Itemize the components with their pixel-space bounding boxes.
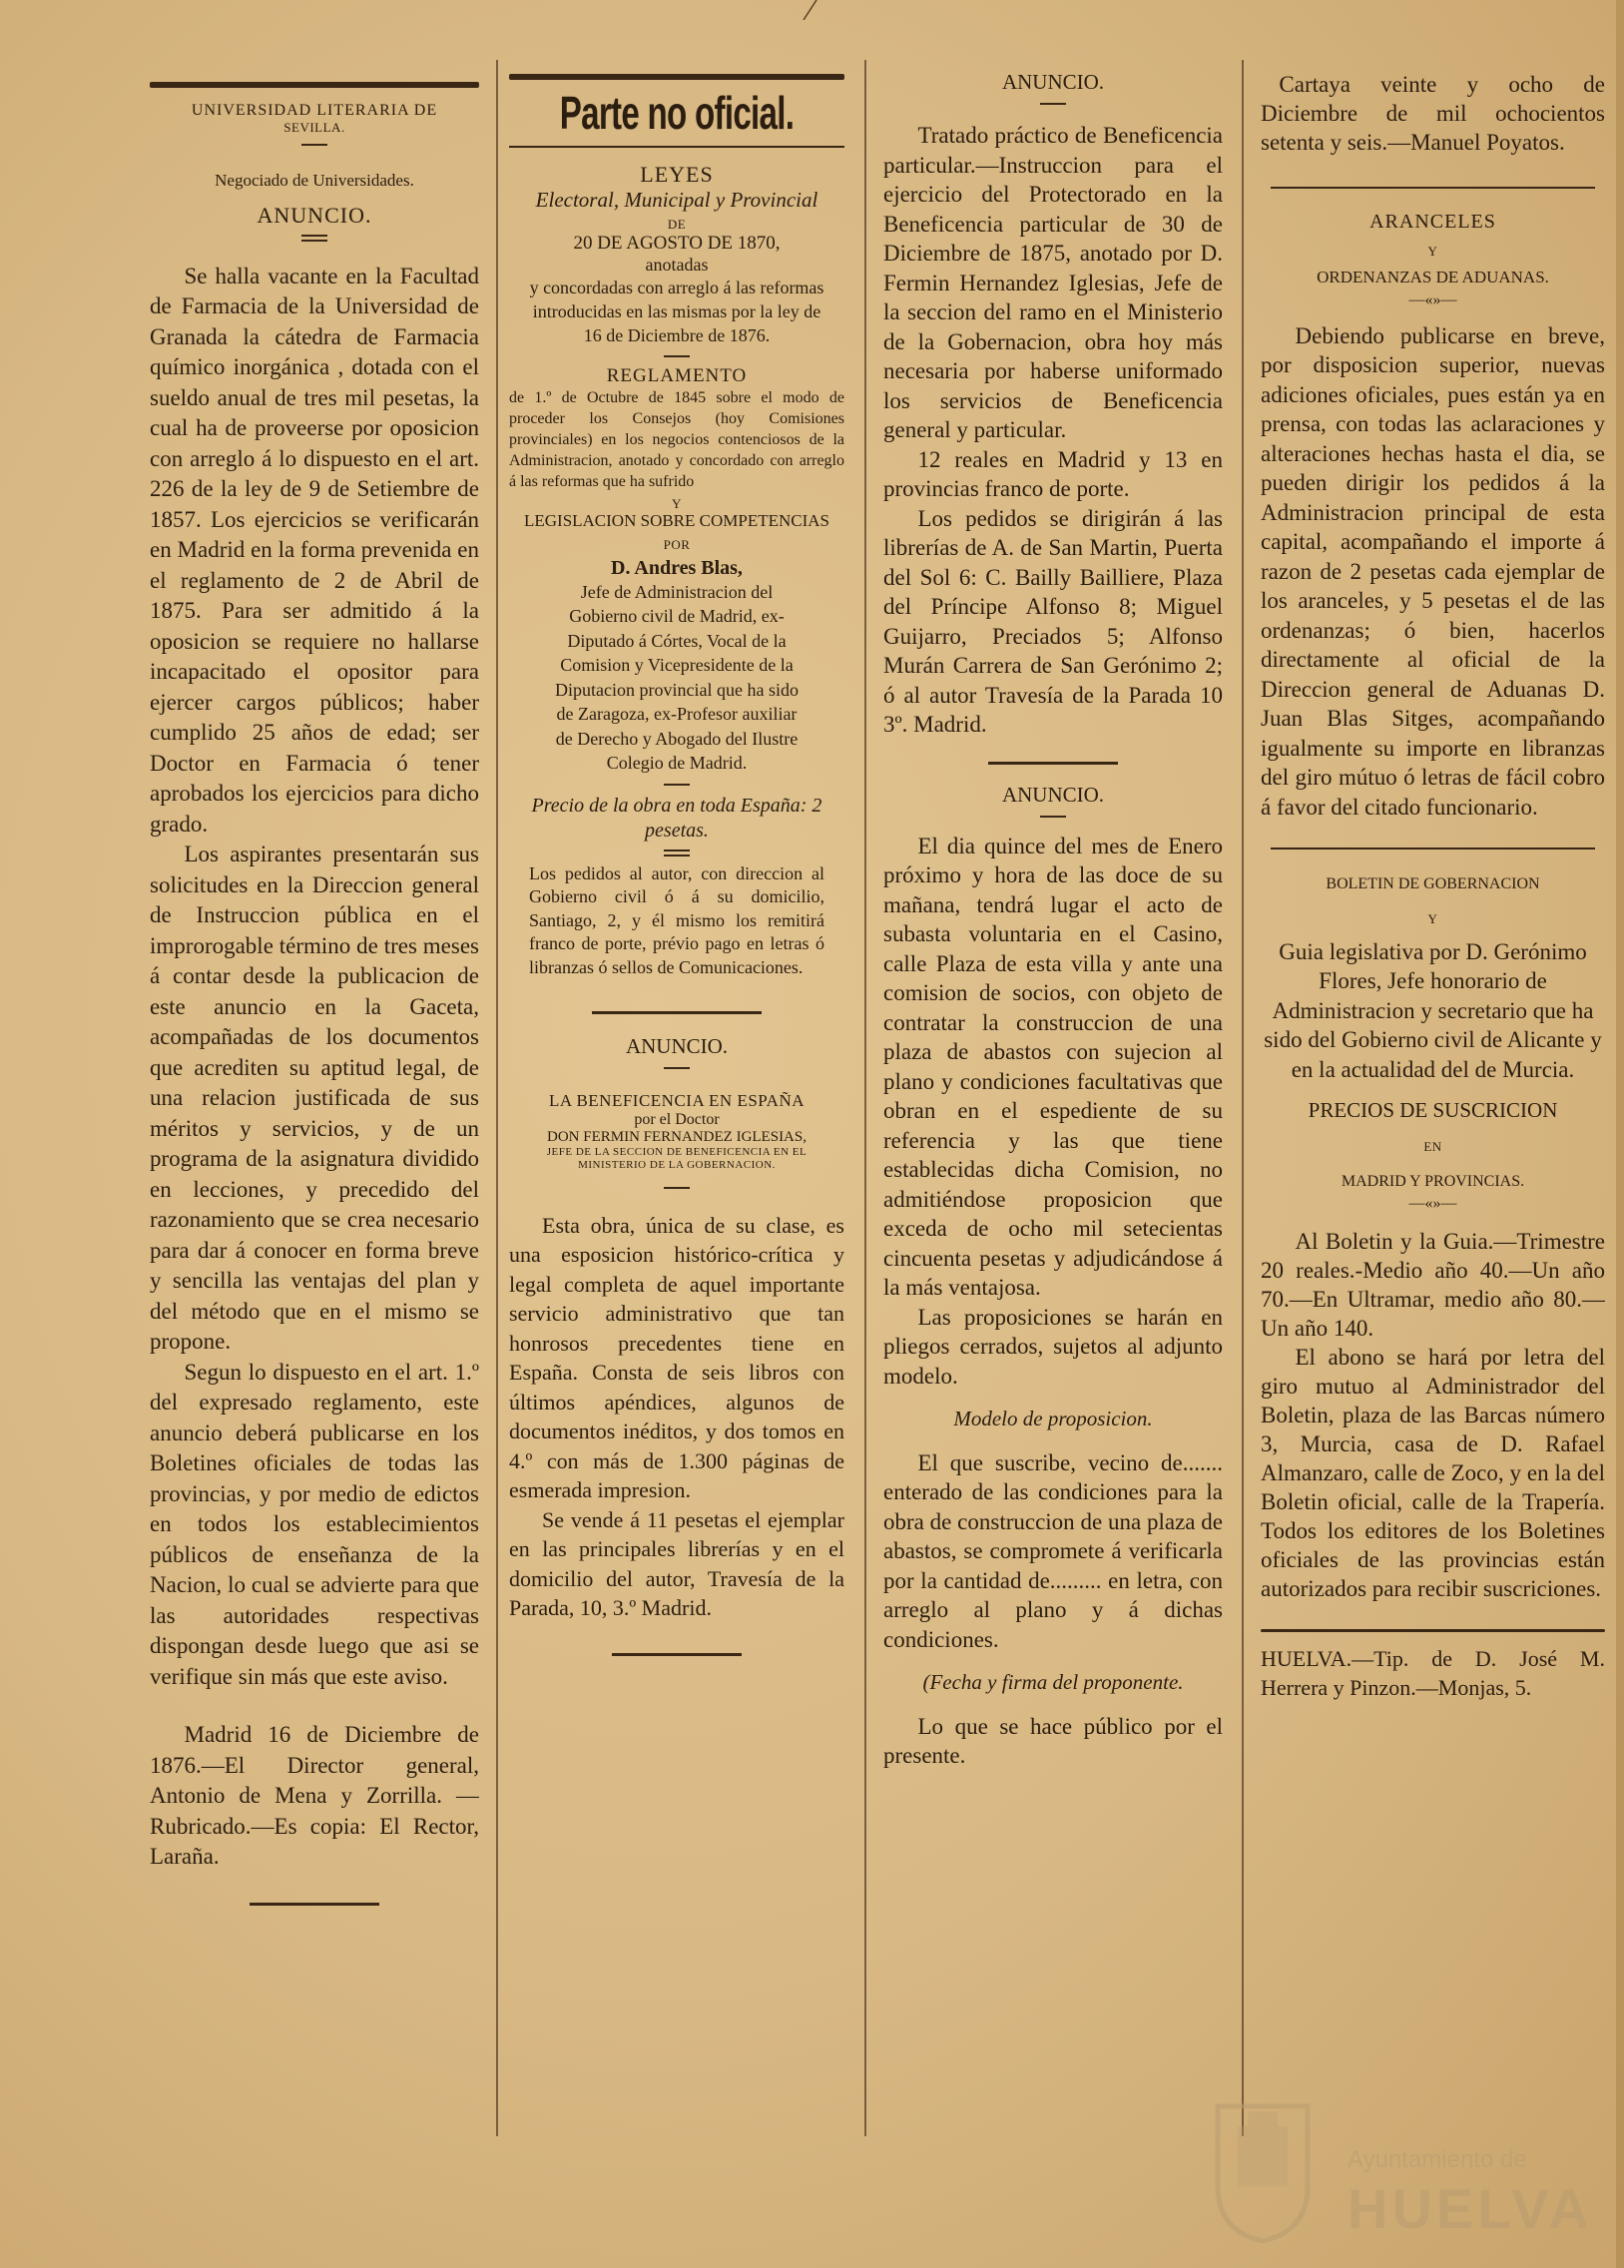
por-label: POR bbox=[663, 537, 691, 553]
book-title: LA BENEFICENCIA EN ESPAÑA bbox=[548, 1091, 806, 1111]
anuncio-heading-2: ANUNCIO. bbox=[1001, 782, 1105, 807]
divider-dash bbox=[301, 144, 327, 146]
section-rule bbox=[1271, 187, 1595, 189]
anuncio-heading: ANUNCIO. bbox=[257, 202, 372, 228]
section-title: Parte no oficial. bbox=[559, 87, 795, 139]
divider-dash bbox=[1040, 103, 1066, 105]
divider-dash bbox=[1040, 816, 1066, 818]
signature-paragraph: Madrid 16 de Diciembre de 1876.—El Director general, Antonio de Mena y Zorrilla. —Rubricado.—Es copia: El Rector, Laraña. bbox=[150, 1722, 479, 1870]
watermark-line-1: Ayuntamiento de bbox=[1348, 2146, 1527, 2173]
aranceles-body bbox=[1261, 321, 1605, 823]
column-2 bbox=[509, 60, 844, 1656]
institution-line-2: SEVILLA. bbox=[283, 120, 345, 135]
leyes-subtitle: Electoral, Municipal y Provincial bbox=[535, 188, 818, 212]
paragraph: Segun lo dispuesto en el art. 1.º del expresado reglamento, este anuncio deberá publicarse en los Boletines oficiales de todas las provincias, y por medio de edictos en todos los establecimientos públicos de enseñanza de la Nacion, lo cual se advierte para que las autoridades respectivas dispongan desde luego que asi se verifique sin más que este aviso. bbox=[150, 1359, 479, 1689]
author-credentials: Jefe de Administracion del Gobierno civil de Madrid, ex-Diputado á Córtes, Vocal de la Comision y Vicepresidente de la Diputacion provincial que ha sido de Zaragoza, ex-Profesor auxiliar de Derecho y Abogado del Ilustre Colegio de Madrid. bbox=[555, 581, 799, 774]
anuncio-heading: ANUNCIO. bbox=[1001, 70, 1105, 94]
bottom-rule bbox=[1261, 1629, 1605, 1632]
tratado-body bbox=[883, 121, 1223, 740]
paragraph: El abono se hará por letra del giro mutuo al Administrador del Boletin, plaza de las Barcas número 3, Murcia, casa de D. Rafael Almanzaro, calle de Zoco, y en la del Boletin oficial, calle de la Trapería. Todos los editores de los Boletines oficiales de las provincias están autorizados para recibir suscriciones. bbox=[1261, 1344, 1605, 1601]
leyes-de: DE bbox=[667, 217, 687, 232]
column-divider-2 bbox=[864, 60, 866, 2136]
fecha-firma: (Fecha y firma del proponente. bbox=[922, 1670, 1184, 1694]
orders-text: Los pedidos al autor, con direccion al Gobierno civil ó á su domicilio, Santiago, 2, y él mismo los remitirá franco de porte, prévio pago en letras ó libranzas ó sellos de Comunicaciones. bbox=[529, 862, 824, 977]
leyes-concordadas: y concordadas con arreglo á las reformas introducidas en las mismas por la ley de 16 de Diciembre de 1876. bbox=[529, 277, 824, 345]
precios-heading: PRECIOS DE SUSCRICION bbox=[1308, 1098, 1558, 1123]
column-divider-1 bbox=[496, 60, 498, 2136]
paragraph: Los pedidos se dirigirán á las librerías de A. de San Martin, Puerta del Sol 6: C. Bailly Bailliere, Plaza del Príncipe Alfonso 8; Miguel Guijarro, Preciados 5; Alfonso Murán Carrera de San Gerónimo 2; ó al autor Travesía de la Parada 10 3º. Madrid. bbox=[883, 505, 1223, 737]
section-rule bbox=[988, 762, 1118, 765]
suscricion-body bbox=[1261, 1227, 1605, 1603]
conjunction-y: Y bbox=[672, 495, 682, 511]
divider-dash bbox=[664, 1067, 690, 1069]
paragraph: Cartaya veinte y ocho de Diciembre de mil ochocientos setenta y seis.—Manuel Poyatos. bbox=[1261, 72, 1605, 155]
paragraph: Las proposiciones se harán en pliegos cerrados, sujetos al adjunto modelo. bbox=[883, 1304, 1223, 1389]
column-4 bbox=[1261, 60, 1605, 1702]
leyes-heading: LEYES bbox=[640, 162, 714, 187]
madrid-provincias: MADRID Y PROVINCIAS. bbox=[1341, 1172, 1525, 1190]
column-3 bbox=[883, 60, 1223, 1771]
paragraph: Tratado práctico de Beneficencia particular.—Instruccion para el ejercicio del Protectorado en la Beneficencia particular de 30 de Diciembre de 1875, anotado por D. Fermin Hernandez Iglesias, Jefe de la seccion del ramo en el Ministerio de la Gobernacion, obra hoy más necesaria por haberse uniformado los servicios de Beneficencia general y particular. bbox=[883, 123, 1223, 442]
double-dash bbox=[301, 235, 327, 242]
section-rule bbox=[592, 1011, 762, 1014]
aranceles-heading: ARANCELES bbox=[1369, 211, 1496, 233]
watermark-line-2: HUELVA bbox=[1348, 2177, 1593, 2240]
ornament: —«»— bbox=[1408, 1194, 1457, 1212]
paragraph: Debiendo publicarse en breve, por disposicion superior, nuevas adiciones oficiales, pues están ya en prensa, con todas las aclaraciones y alteraciones hechas hasta el dia, se pueden dirigir los pedidos á la Administracion principal de esta capital, acompañando el importe á razon de 2 pesetas cada ejemplar de los aranceles, y 5 pesetas el de las ordenanzas; ó bien, hacerlos directamente al oficial de la Direccion general de Aduanas D. Juan Blas Sitges, acompañando igualmente su importe en libranzas del giro mútuo ó letras de fácil cobro á favor del citado funcionario. bbox=[1261, 322, 1605, 820]
reglamento-text: de 1.º de Octubre de 1845 sobre el modo de proceder los Consejos (hoy Comisiones provinciales) en los negocios contenciosos de la Administracion, anotado y concordado con arreglo á las reformas que ha sufrido bbox=[509, 388, 844, 490]
imprenta-line bbox=[1261, 1644, 1605, 1702]
paragraph: Guia legislativa por D. Gerónimo Flores, Jefe honorario de Administracion y secretario que ha sido del Gobierno civil de Alicante y en la actualidad del de Murcia. bbox=[1264, 938, 1602, 1082]
section-rule bbox=[1271, 848, 1595, 850]
page-edge bbox=[1616, 0, 1624, 2268]
conjunction-y: Y bbox=[1427, 244, 1438, 259]
paragraph: El que suscribe, vecino de....... enterado de las condiciones para la obra de construccion de una plaza de abastos, se compromete á verificarla por la cantidad de......... en letra, con arreglo al plano y á dichas condiciones. bbox=[883, 1449, 1223, 1652]
title-rule bbox=[509, 146, 844, 148]
paragraph: Se halla vacante en la Facultad de Farmacia de la Universidad de Granada la cátedra de Farmacia químico inorgánica , dotada con el sueldo anual de tres mil pesetas, la cual ha de proveerse por oposicion con arreglo á lo dispuesto en el art. 226 de la ley de 9 de Setiembre de 1857. Los ejercicios se verificarán en Madrid en la forma prevenida en el reglamento de 2 de Abril de 1875. Para ser admitido á la oposicion se requiere no hallarse incapacitado el opositor para ejercer cargos públicos; haber cumplido 25 años de edad; ser Doctor en Farmacia ó tener aprobados los ejercicios para dicho grado. bbox=[150, 263, 479, 837]
ornament: —«»— bbox=[1408, 290, 1457, 308]
department-line: Negociado de Universidades. bbox=[215, 170, 414, 190]
divider-dash bbox=[664, 355, 690, 357]
column-1 bbox=[150, 60, 479, 1906]
paragraph: HUELVA.—Tip. de D. José M. Herrera y Pinzon.—Monjas, 5. bbox=[1261, 1645, 1605, 1700]
anuncio-body bbox=[150, 262, 479, 1873]
divider-dash bbox=[664, 1187, 690, 1189]
paragraph: Esta obra, única de su clase, es una esposicion histórico-crítica y legal completa de aquel importante servicio administrativo que tan honrosos precedentes tiene en España. Consta de seis libros con últimos apéndices, algunos de documentos inéditos, y dos tomos en 4.º con más de 1.300 páginas de esmerada impresion. bbox=[509, 1212, 844, 1503]
cartaya-closing bbox=[1261, 70, 1605, 157]
ordenanzas-heading: ORDENANZAS DE ADUANAS. bbox=[1317, 267, 1549, 286]
paragraph: El dia quince del mes de Enero próximo y hora de las doce de su mañana, tendrá lugar el acto de subasta voluntaria en el Casino, calle Plaza de esta villa y ante una comision de socios, con objeto de contratar la construccion de una plaza de abastos con sujecion al plano y condiciones facultativas que obran en el espediente de su referencia y las que tiene establecidas dicha Comision, no admitiéndose proposicion que exceda de ocho mil setecientas cincuenta pesetas y adjudicándose á la más ventajosa. bbox=[883, 833, 1223, 1300]
book-description bbox=[509, 1211, 844, 1623]
book-by: por el Doctor bbox=[634, 1111, 720, 1129]
book-author-title: JEFE DE LA SECCION DE BENEFICENCIA EN EL MINISTERIO DE LA GOBERNACION. bbox=[546, 1146, 808, 1172]
modelo-heading: Modelo de proposicion. bbox=[953, 1407, 1153, 1430]
en-label: EN bbox=[1423, 1139, 1442, 1155]
subasta-body bbox=[883, 832, 1223, 1771]
double-dash bbox=[664, 850, 690, 856]
boletin-heading: BOLETIN DE GOBERNACION bbox=[1326, 875, 1540, 893]
end-rule bbox=[612, 1653, 742, 1656]
anuncio-heading: ANUNCIO. bbox=[625, 1034, 729, 1059]
legislacion-heading: LEGISLACION SOBRE COMPETENCIAS bbox=[523, 511, 830, 531]
guia-body bbox=[1261, 937, 1605, 1085]
institution-line-1: UNIVERSIDAD LITERARIA DE bbox=[191, 102, 438, 119]
paragraph: Los aspirantes presentarán sus solicitudes en la Direccion general de Instruccion pública en el improrogable término de tres meses á contar desde la publicacion de este anuncio en la Gaceta, acompañadas de los documentos que acrediten su aptitud legal, de una relacion justificada de sus méritos y servicios, y de un programa de la asignatura dividido en lecciones, y precedido del razonamiento que se crea necesario para dar á conocer en forma breve y sencilla las ventajas del plan y del método que en el mismo se propone. bbox=[150, 842, 479, 1355]
reglamento-heading: REGLAMENTO bbox=[606, 364, 748, 386]
paragraph: Lo que se hace público por el presente. bbox=[883, 1713, 1223, 1768]
divider-dash bbox=[664, 784, 690, 786]
paragraph: Se vende á 11 pesetas el ejemplar en las principales librerías y en el domicilio del autor, Travesía de la Parada, 10, 3.º Madrid. bbox=[509, 1506, 844, 1621]
coat-of-arms-icon bbox=[1208, 2096, 1318, 2246]
conjunction-y: Y bbox=[1427, 911, 1438, 927]
price-line: Precio de la obra en toda España: 2 pesetas. bbox=[531, 794, 822, 842]
leyes-fecha: 20 DE AGOSTO DE 1870, bbox=[573, 232, 781, 254]
archive-watermark bbox=[1198, 2076, 1617, 2266]
top-rule bbox=[509, 74, 844, 80]
column-divider-3 bbox=[1242, 60, 1244, 2136]
end-rule bbox=[250, 1903, 379, 1906]
paragraph: 12 reales en Madrid y 13 en provincias franco de porte. bbox=[883, 446, 1223, 501]
book-author: DON FERMIN FERNANDEZ IGLESIAS, bbox=[546, 1129, 807, 1146]
leyes-anotadas: anotadas bbox=[645, 254, 709, 275]
top-rule bbox=[150, 82, 479, 88]
paper-tear-mark bbox=[799, 0, 828, 20]
author-name: D. Andres Blas, bbox=[611, 556, 743, 579]
paragraph: Al Boletin y la Guia.—Trimestre 20 reales.-Medio año 40.—Un año 70.—En Ultramar, medio año 80.—Un año 140. bbox=[1261, 1228, 1605, 1341]
